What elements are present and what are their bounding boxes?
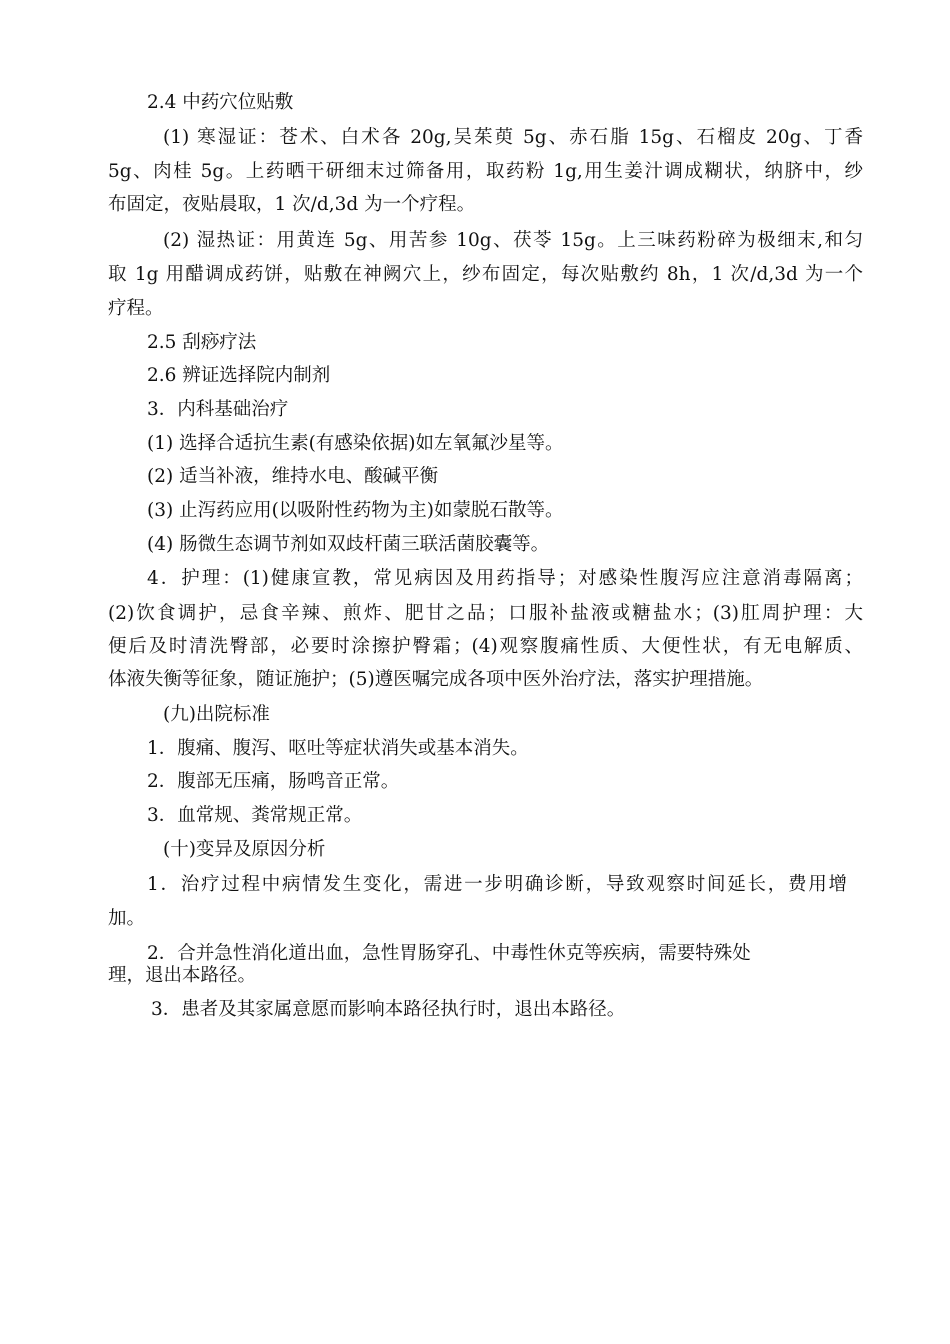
list-item: (1) 选择合适抗生素(有感染依据)如左氧氟沙星等。 [147, 433, 564, 454]
paragraph-line: 理，退出本路径。 [108, 965, 257, 986]
paragraph-line: 取 1g 用醋调成药饼，贴敷在神阙穴上，纱布固定，每次贴敷约 8h，1 次/d,3d 为一个 [108, 264, 863, 285]
paragraph-line: 4．护理：(1)健康宣教，常见病因及用药指导；对感染性腹泻应注意消毒隔离； [147, 568, 863, 589]
paragraph-line: (1) 寒湿证：苍术、白术各 20g,吴茱萸 5g、赤石脂 15g、石榴皮 20g、丁香 [163, 127, 863, 148]
section-heading-2-5: 2.5 刮痧疗法 [147, 332, 257, 353]
paragraph-line: 疗程。 [108, 298, 164, 319]
paragraph-line: 3．患者及其家属意愿而影响本路径执行时，退出本路径。 [151, 999, 626, 1020]
list-item: (2) 适当补液，维持水电、酸碱平衡 [147, 466, 439, 487]
list-item: (3) 止泻药应用(以吸附性药物为主)如蒙脱石散等。 [147, 500, 564, 521]
section-heading-3: 3．内科基础治疗 [147, 399, 289, 420]
list-item: 1．腹痛、腹泻、呕吐等症状消失或基本消失。 [147, 738, 529, 759]
paragraph-line: (2)饮食调护，忌食辛辣、煎炸、肥甘之品；口服补盐液或糖盐水；(3)肛周护理：大 [108, 603, 863, 624]
paragraph-line: (2) 湿热证：用黄连 5g、用苦参 10g、茯苓 15g。上三味药粉碎为极细末,和匀 [163, 230, 863, 251]
paragraph-line: 1．治疗过程中病情发生变化，需进一步明确诊断，导致观察时间延长，费用增 [147, 874, 847, 895]
section-heading-9: (九)出院标准 [163, 704, 270, 725]
list-item: (4) 肠微生态调节剂如双歧杆菌三联活菌胶囊等。 [147, 534, 550, 555]
list-item: 2．腹部无压痛，肠鸣音正常。 [147, 771, 400, 792]
list-item: 3．血常规、粪常规正常。 [147, 805, 363, 826]
paragraph-line: 2．合并急性消化道出血，急性胃肠穿孔、中毒性休克等疾病，需要特殊处 [147, 943, 751, 964]
paragraph-line: 体液失衡等征象，随证施护；(5)遵医嘱完成各项中医外治疗法，落实护理措施。 [108, 669, 764, 690]
paragraph-line: 加。 [108, 908, 146, 929]
section-heading-2-6: 2.6 辨证选择院内制剂 [147, 365, 331, 386]
section-heading-10: (十)变异及原因分析 [163, 839, 326, 860]
section-heading-2-4: 2.4 中药穴位贴敷 [147, 92, 294, 113]
paragraph-line: 布固定，夜贴晨取，1 次/d,3d 为一个疗程。 [108, 194, 476, 215]
paragraph-line: 便后及时清洗臀部，必要时涂擦护臀霜；(4)观察腹痛性质、大便性状，有无电解质、 [108, 636, 863, 657]
paragraph-line: 5g、肉桂 5g。上药晒干研细末过筛备用，取药粉 1g,用生姜汁调成糊状，纳脐中，纱 [108, 161, 863, 182]
